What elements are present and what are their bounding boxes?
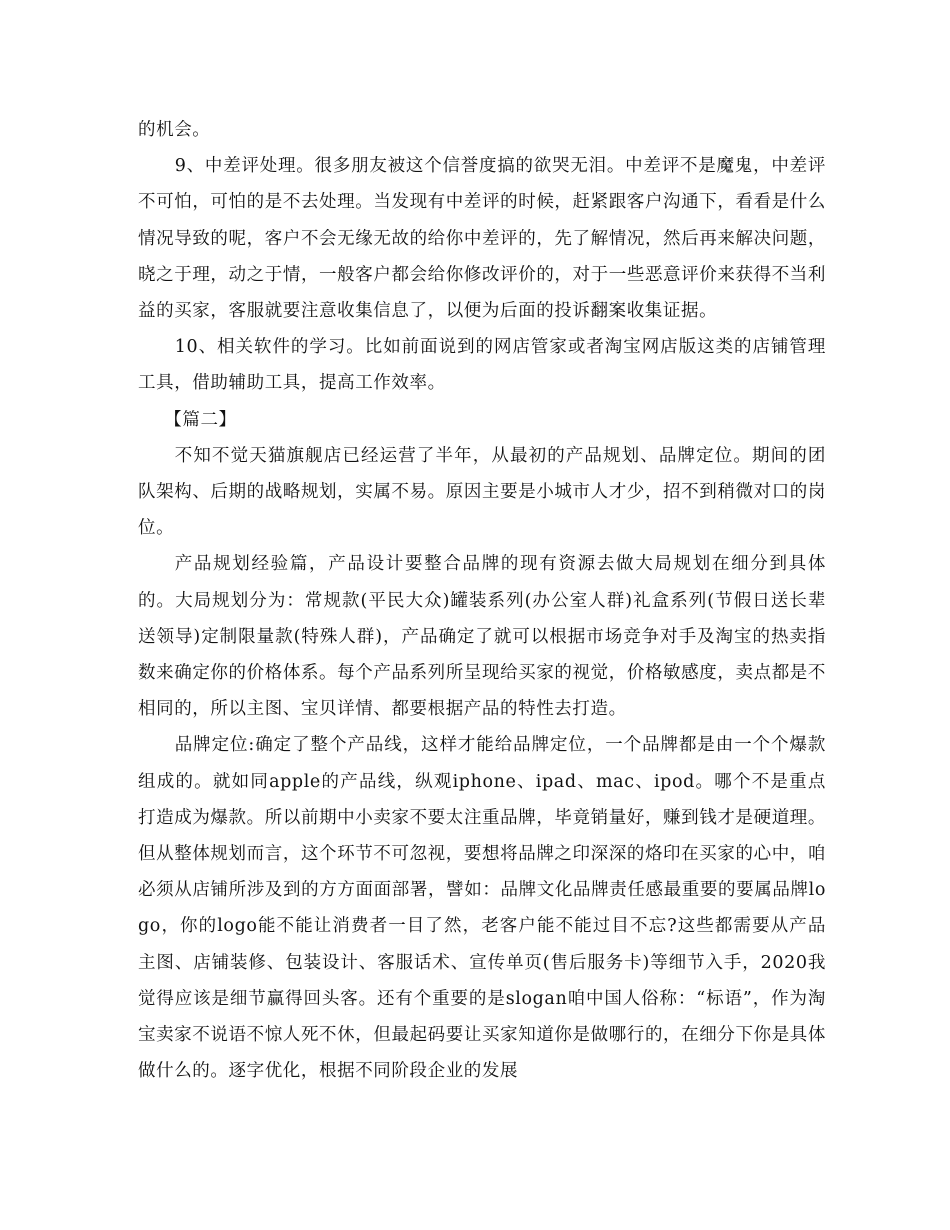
paragraph-item-9-negative-reviews: 9、中差评处理。很多朋友被这个信誉度搞的欲哭无泪。中差评不是魔鬼，中差评不可怕，可怕的是不去处理。当发现有中差评的时候，赶紧跟客户沟通下，看看是什么情况导致的呢，客户不会无缘无故的给你中差评的，先了解情况，然后再来解决问题，晓之于理，动之于情，一般客户都会给你修改评价的，对于一些恶意评价来获得不当利益的买家，客服就要注意收集信息了，以便为后面的投诉翻案收集证据。 xyxy=(138,156,826,322)
paragraph-brand-positioning: 品牌定位:确定了整个产品线，这样才能给品牌定位，一个品牌都是由一个个爆款组成的。就如同apple的产品线，纵观iphone、ipad、mac、ipod。哪个不是重点打造成为爆款。所以前期中小卖家不要太注重品牌，毕竟销量好，赚到钱才是硬道理。但从整体规划而言，这个环节不可忽视，要想将品牌之印深深的烙印在买家的心中，咱必须从店铺所涉及到的方方面面部署，譬如：品牌文化品牌责任感最重要的要属品牌logo，你的logo能不能让消费者一目了然，老客户能不能过目不忘?这些都需要从产品主图、店铺装修、包装设计、客服话术、宣传单页(售后服务卡)等细节入手，2020我觉得应该是细节赢得回头客。还有个重要的是slogan咱中国人俗称：“标语”，作为淘宝卖家不说语不惊人死不休，但最起码要让买家知道你是做哪行的，在细分下你是具体做什么的。逐字优化，根据不同阶段企业的发展 xyxy=(138,735,826,1082)
paragraph-continuation: 的机会。 xyxy=(138,120,211,140)
paragraph-item-10-software: 10、相关软件的学习。比如前面说到的网店管家或者淘宝网店版这类的店铺管理工具，借助辅助工具，提高工作效率。 xyxy=(138,337,826,394)
paragraph-product-planning: 产品规划经验篇，产品设计要整合品牌的现有资源去做大局规划在细分到具体的。大局规划分为：常规款(平民大众)罐装系列(办公室人群)礼盒系列(节假日送长辈送领导)定制限量款(特殊人群)，产品确定了就可以根据市场竞争对手及淘宝的热卖指数来确定你的价格体系。每个产品系列所呈现给买家的视觉，价格敏感度，卖点都是不相同的，所以主图、宝贝详情、都要根据产品的特性去打造。 xyxy=(138,554,826,720)
paragraph-intro: 不知不觉天猫旗舰店已经运营了半年，从最初的产品规划、品牌定位。期间的团队架构、后期的战略规划，实属不易。原因主要是小城市人才少，招不到稍微对口的岗位。 xyxy=(138,445,826,539)
section-heading: 【篇二】 xyxy=(164,409,237,430)
document-page xyxy=(138,112,826,1089)
